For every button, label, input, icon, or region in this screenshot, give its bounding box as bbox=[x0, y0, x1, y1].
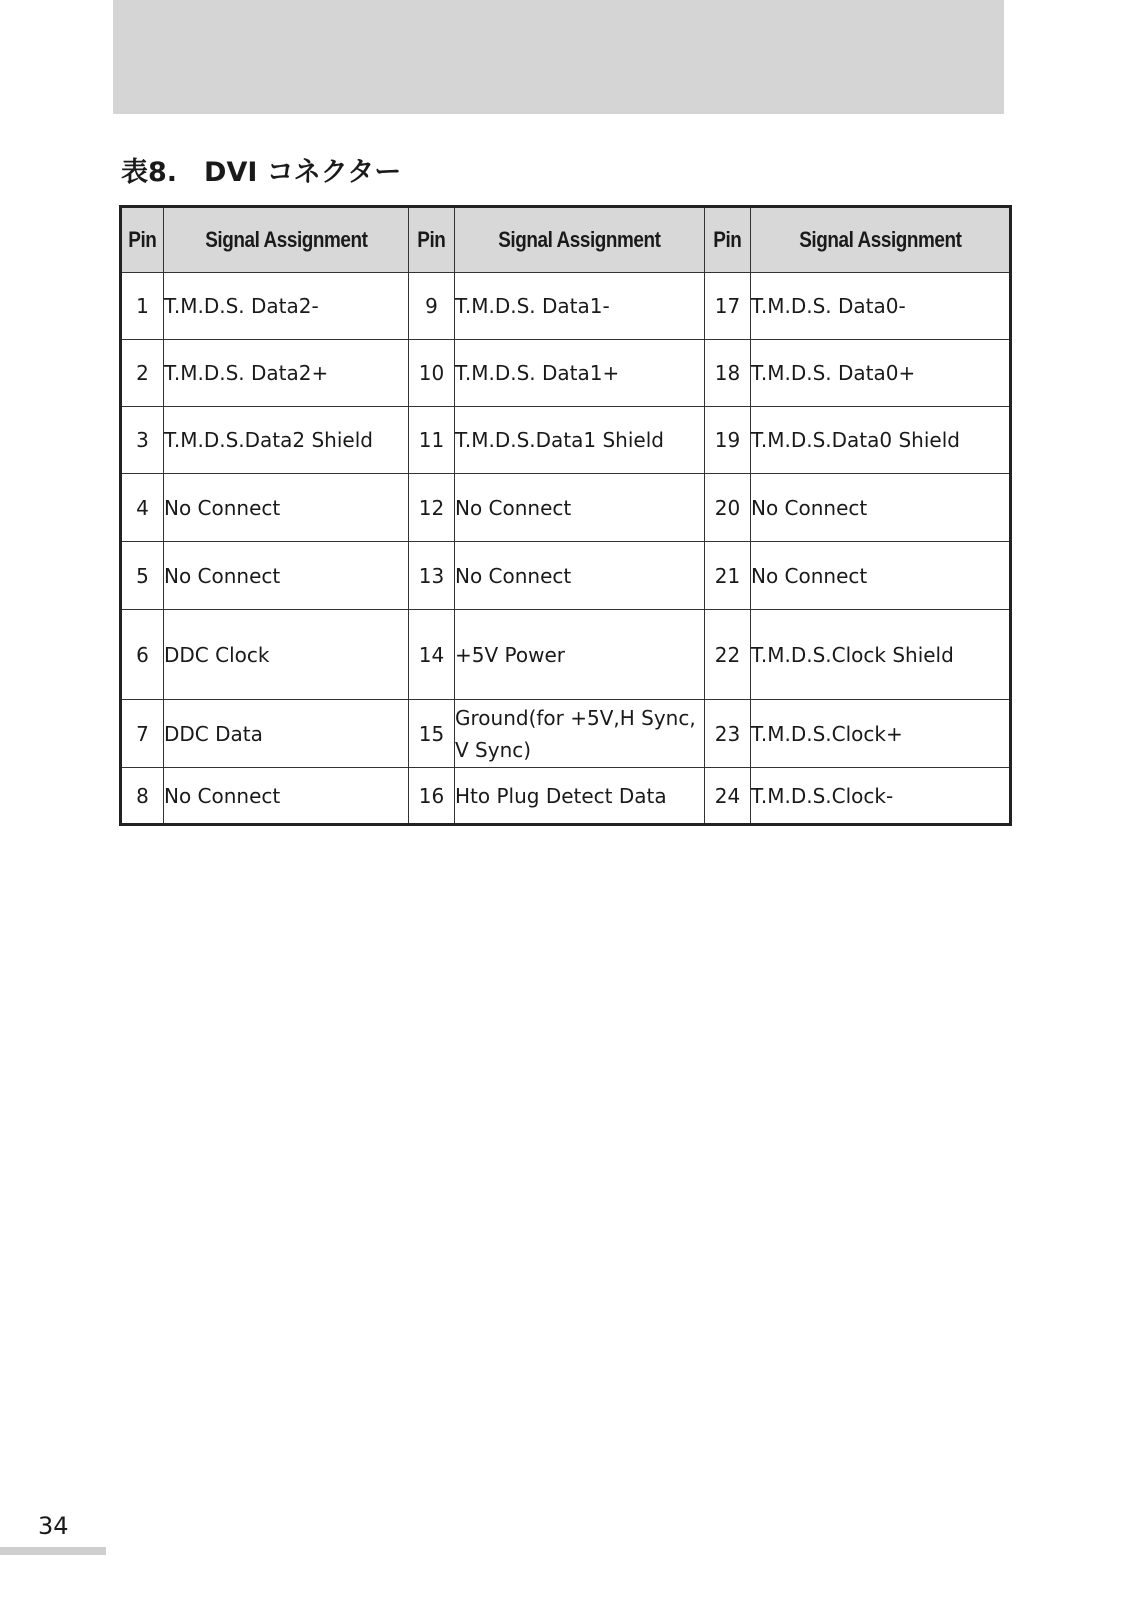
header-signal-assignment: Signal Assignment bbox=[455, 207, 705, 273]
signal-name: T.M.D.S.Data2 Shield bbox=[164, 407, 409, 474]
pin-number: 1 bbox=[121, 273, 164, 340]
header-band bbox=[113, 0, 1004, 114]
table-row bbox=[121, 700, 1011, 768]
pin-number: 14 bbox=[409, 610, 455, 700]
page-title: 表8. DVI コネクター bbox=[121, 157, 402, 188]
pin-number: 2 bbox=[121, 340, 164, 407]
signal-name: No Connect bbox=[455, 474, 705, 542]
pin-number: 22 bbox=[705, 610, 751, 700]
table-header-row bbox=[121, 207, 1011, 273]
header-pin: Pin bbox=[409, 207, 455, 273]
table-row bbox=[121, 407, 1011, 474]
pin-number: 11 bbox=[409, 407, 455, 474]
pin-number: 23 bbox=[705, 700, 751, 768]
table-row bbox=[121, 273, 1011, 340]
signal-name: No Connect bbox=[164, 474, 409, 542]
header-pin: Pin bbox=[705, 207, 751, 273]
pin-number: 10 bbox=[409, 340, 455, 407]
pin-number: 5 bbox=[121, 542, 164, 610]
signal-name: T.M.D.S.Clock Shield bbox=[751, 610, 1011, 700]
signal-name: T.M.D.S. Data0+ bbox=[751, 340, 1011, 407]
signal-name: T.M.D.S. Data0- bbox=[751, 273, 1011, 340]
signal-name: No Connect bbox=[455, 542, 705, 610]
signal-name: T.M.D.S.Data0 Shield bbox=[751, 407, 1011, 474]
pin-number: 15 bbox=[409, 700, 455, 768]
signal-name: DDC Data bbox=[164, 700, 409, 768]
pin-number: 7 bbox=[121, 700, 164, 768]
signal-name: No Connect bbox=[751, 474, 1011, 542]
table-row bbox=[121, 542, 1011, 610]
signal-name: Ground(for +5V,H Sync, V Sync) bbox=[455, 700, 705, 768]
signal-name: Hto Plug Detect Data bbox=[455, 768, 705, 825]
pin-number: 13 bbox=[409, 542, 455, 610]
header-signal-assignment: Signal Assignment bbox=[751, 207, 1011, 273]
page-number: 34 bbox=[38, 1512, 69, 1540]
footer-bar bbox=[0, 1547, 106, 1555]
signal-name: No Connect bbox=[751, 542, 1011, 610]
signal-name: T.M.D.S. Data2- bbox=[164, 273, 409, 340]
pin-number: 20 bbox=[705, 474, 751, 542]
signal-name: +5V Power bbox=[455, 610, 705, 700]
signal-name: T.M.D.S. Data1+ bbox=[455, 340, 705, 407]
pin-number: 4 bbox=[121, 474, 164, 542]
dvi-connector-table bbox=[119, 205, 1012, 826]
signal-name: T.M.D.S.Clock- bbox=[751, 768, 1011, 825]
pin-number: 18 bbox=[705, 340, 751, 407]
table-row bbox=[121, 340, 1011, 407]
pin-number: 24 bbox=[705, 768, 751, 825]
header-signal-assignment: Signal Assignment bbox=[164, 207, 409, 273]
pin-number: 21 bbox=[705, 542, 751, 610]
pin-number: 19 bbox=[705, 407, 751, 474]
pin-number: 3 bbox=[121, 407, 164, 474]
signal-name: T.M.D.S. Data2+ bbox=[164, 340, 409, 407]
header-pin: Pin bbox=[121, 207, 164, 273]
pin-number: 9 bbox=[409, 273, 455, 340]
table-row bbox=[121, 768, 1011, 825]
pin-number: 17 bbox=[705, 273, 751, 340]
pin-number: 6 bbox=[121, 610, 164, 700]
table-row bbox=[121, 474, 1011, 542]
pin-number: 8 bbox=[121, 768, 164, 825]
signal-name: T.M.D.S.Data1 Shield bbox=[455, 407, 705, 474]
signal-name: No Connect bbox=[164, 542, 409, 610]
pin-number: 16 bbox=[409, 768, 455, 825]
pin-number: 12 bbox=[409, 474, 455, 542]
signal-name: No Connect bbox=[164, 768, 409, 825]
signal-name: T.M.D.S.Clock+ bbox=[751, 700, 1011, 768]
table-row bbox=[121, 610, 1011, 700]
signal-name: T.M.D.S. Data1- bbox=[455, 273, 705, 340]
signal-name: DDC Clock bbox=[164, 610, 409, 700]
